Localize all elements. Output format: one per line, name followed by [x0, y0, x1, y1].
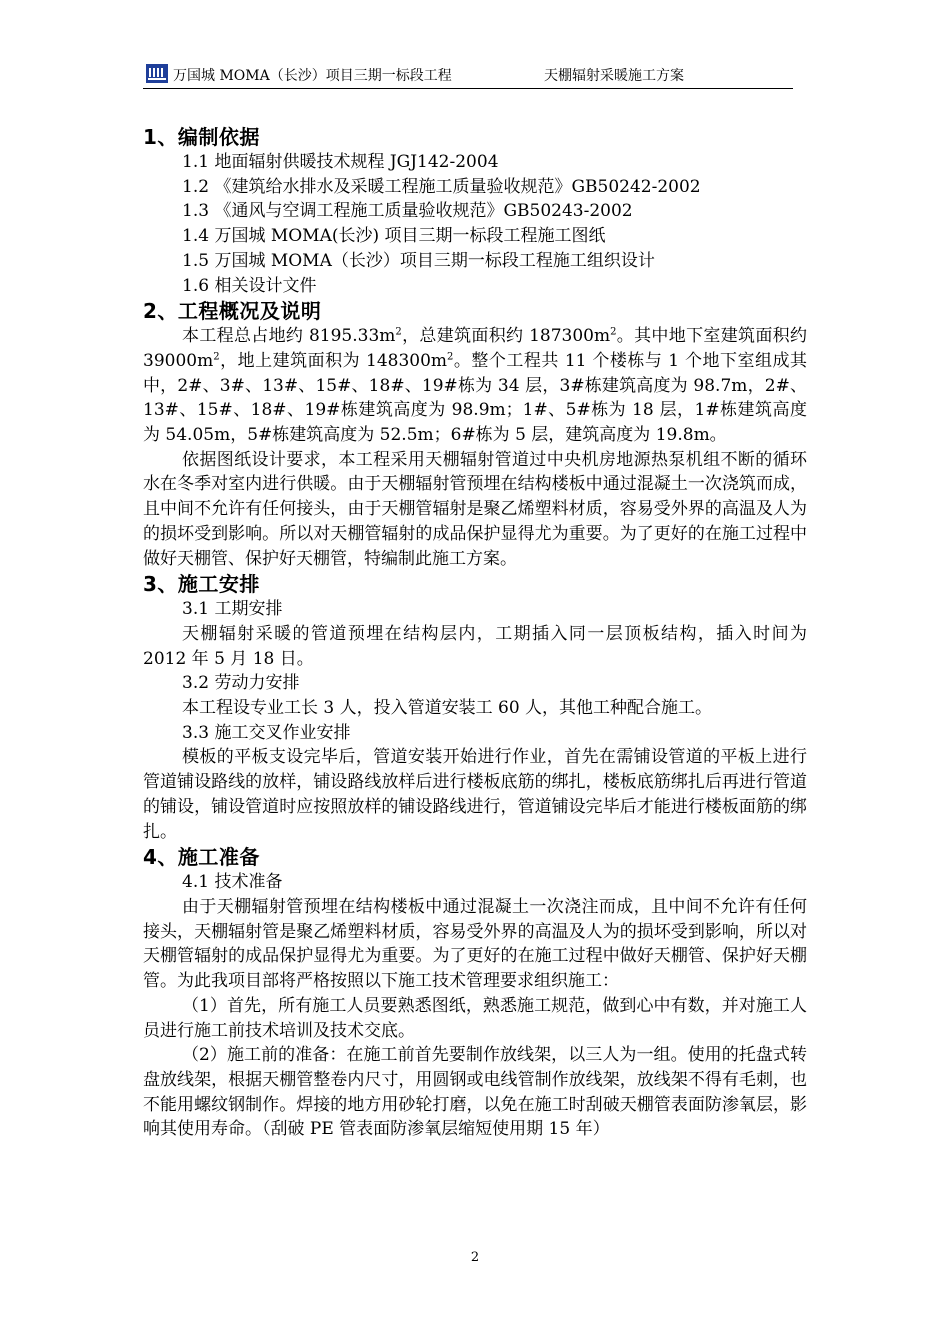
tech-prep-step-2: （2）施工前的准备：在施工前首先要制作放线架，以三人为一组。使用的托盘式转盘放线架，根据天棚管整卷内尺寸，用圆钢或电线管制作放线架，放线架不得有毛刺，也不能用螺纹钢制作。焊接的地方用砂轮打磨，以免在施工时刮破天棚管表面防渗氧层，影响其使用寿命。（刮破 PE 管表面防渗氧层缩短使用期 15 年） [143, 1045, 807, 1140]
basis-item: 1.4 万国城 MOMA(长沙) 项目三期一标段工程施工图纸 [182, 226, 606, 247]
basis-item: 1.1 地面辐射供暖技术规程 JGJ142-2004 [182, 152, 499, 172]
subsection-heading: 3.3 施工交叉作业安排 [182, 722, 351, 743]
cross-work-paragraph: 模板的平板支设完毕后，管道安装开始进行作业，首先在需铺设管道的平板上进行管道铺设路线的放样，铺设路线放样后进行楼板底筋的绑扎，楼板底筋绑扎后再进行管道的铺设，铺设管道时应按照放样的铺设路线进行，管道铺设完毕后才能进行楼板面筋的绑扎。 [143, 747, 807, 842]
section-heading-1: 1、编制依据 [143, 125, 260, 149]
document-body [143, 124, 807, 1142]
schedule-paragraph: 天棚辐射采暖的管道预埋在结构层内，工期插入同一层顶板结构，插入时间为 2012 年 5 月 18 日。 [143, 623, 807, 669]
basis-item: 1.2 《建筑给水排水及采暖工程施工质量验收规范》GB50242-2002 [182, 176, 701, 197]
section-heading-2: 2、工程概况及说明 [143, 299, 322, 324]
basis-item: 1.5 万国城 MOMA（长沙）项目三期一标段工程施工组织设计 [182, 250, 655, 271]
tech-prep-paragraph: 由于天棚辐射管预埋在结构楼板中通过混凝土一次浇注而成，且中间不允许有任何接头，天棚辐射管是聚乙烯塑料材质，容易受外界的高温及人为的损坏受到影响，所以对天棚管辐射的成品保护显得尤为重要。为了更好的在施工过程中做好天棚管、保护好天棚管。为此我项目部将严格按照以下施工技术管理要求组织施工： [143, 896, 807, 992]
header-document-title: 天棚辐射采暖施工方案 [544, 68, 684, 84]
company-logo-icon [146, 64, 168, 83]
section-heading-4: 4、施工准备 [143, 845, 260, 870]
page-number: 2 [470, 1250, 480, 1265]
labor-paragraph: 本工程设专业工长 3 人，投入管道安装工 60 人，其他工种配合施工。 [182, 698, 713, 719]
page-header [143, 62, 793, 89]
section-heading-3: 3、施工安排 [143, 572, 260, 597]
subsection-heading: 3.2 劳动力安排 [182, 673, 300, 694]
subsection-heading: 4.1 技术准备 [182, 872, 283, 893]
project-overview-paragraph: 本工程总占地约 $8195.33m^2$，总建筑面积约 $187300m^2$。其中地下室建筑面积约 $39000m^2$，地上建筑面积为 $148300m^2$。整个工程共 11 个楼栋与 1 个地下室组成其中，2#、3#、13#、15#、18#、19#栋为 34 层，3#栋建筑高度为 98.7m，2#、13#、15#、18#、19#栋建筑高度为 98.9m；1#、5#栋为 18 层，1#栋建筑高度为 54.05m，5#栋建筑高度为 52.5m；6#栋为 5 层，建筑高度为 19.8m。 [143, 326, 808, 446]
tech-prep-step-1: （1）首先，所有施工人员要熟悉图纸，熟悉施工规范，做到心中有数，并对施工人员进行施工前技术培训及技术交底。 [143, 995, 807, 1041]
subsection-heading: 3.1 工期安排 [182, 599, 283, 620]
design-requirement-paragraph: 依据图纸设计要求，本工程采用天棚辐射管道过中央机房地源热泵机组不断的循环水在冬季对室内进行供暖。由于天棚辐射管预埋在结构楼板中通过混凝土一次浇筑而成，且中间不允许有任何接头，由于天棚管辐射是聚乙烯塑料材质，容易受外界的高温及人为的损坏受到影响。所以对天棚管辐射的成品保护显得尤为重要。为了更好的在施工过程中做好天棚管、保护好天棚管，特编制此施工方案。 [143, 449, 807, 569]
header-project-title: 万国城 MOMA（长沙）项目三期一标段工程 [173, 68, 452, 84]
basis-item: 1.3 《通风与空调工程施工质量验收规范》GB50243-2002 [182, 201, 633, 222]
basis-item: 1.6 相关设计文件 [182, 275, 317, 296]
